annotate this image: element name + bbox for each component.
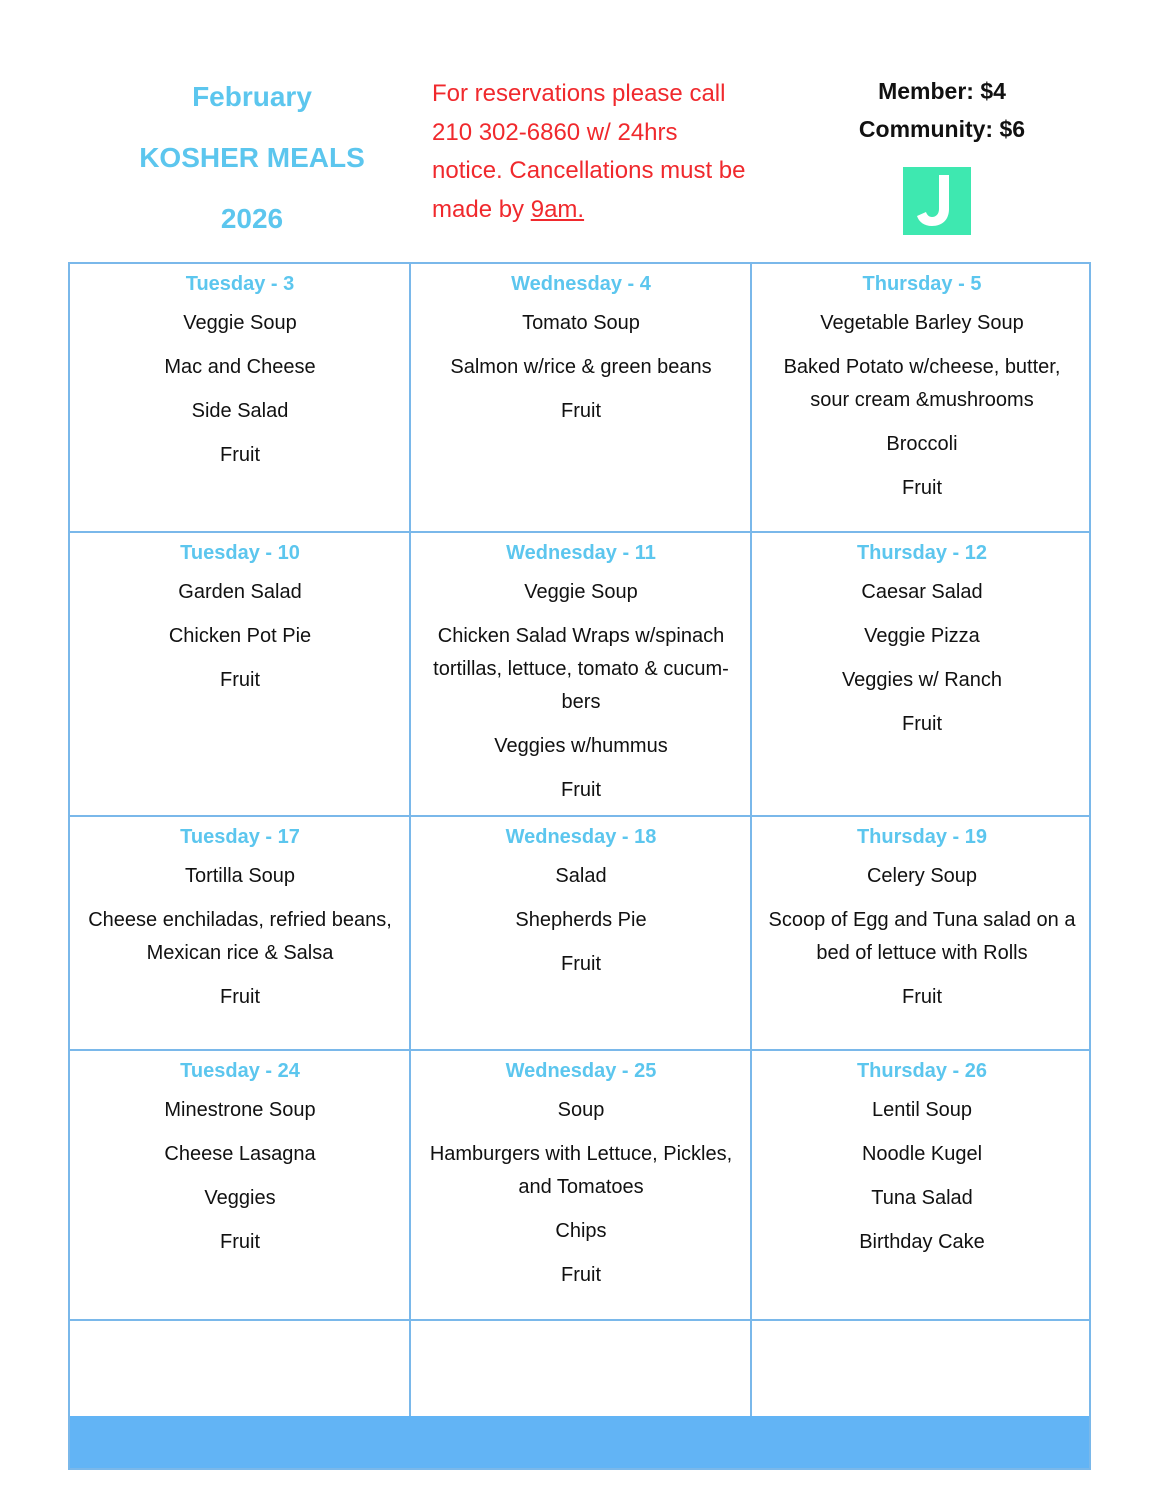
day-cell bbox=[70, 533, 410, 708]
day-heading: Wednesday - 25 bbox=[505, 1060, 657, 1082]
day-cell bbox=[411, 817, 751, 992]
menu-item: Side Salad bbox=[191, 400, 289, 422]
cancellation-deadline: 9am. bbox=[530, 195, 585, 223]
day-cell bbox=[70, 264, 410, 483]
empty-cell bbox=[70, 1321, 410, 1417]
day-heading: Wednesday - 18 bbox=[505, 826, 657, 848]
menu-item: Fruit bbox=[561, 953, 601, 975]
menu-item: Fruit bbox=[902, 713, 942, 735]
day-cell bbox=[70, 1051, 410, 1270]
menu-item: Soup bbox=[557, 1099, 605, 1121]
day-cell bbox=[70, 817, 410, 1025]
day-heading: Tuesday - 24 bbox=[180, 1060, 300, 1082]
menu-item: Shepherds Pie bbox=[515, 909, 647, 931]
menu-item: Tomato Soup bbox=[522, 312, 640, 334]
menu-item: Garden Salad bbox=[178, 581, 302, 603]
menu-item: Celery Soup bbox=[866, 865, 978, 887]
menu-item: Veggies w/ Ranch bbox=[841, 669, 1003, 691]
menu-item: Baked Potato w/cheese, butter, sour cream &mushrooms bbox=[783, 356, 1061, 411]
menu-item: Salmon w/rice & green beans bbox=[450, 356, 712, 378]
menu-calendar-grid bbox=[68, 262, 1091, 1470]
menu-item: Fruit bbox=[220, 1231, 260, 1253]
menu-item: Cheese Lasagna bbox=[164, 1143, 316, 1165]
menu-item: Veggie Soup bbox=[183, 312, 297, 334]
menu-item: Fruit bbox=[561, 1264, 601, 1286]
menu-item: Fruit bbox=[220, 669, 260, 691]
empty-cell bbox=[752, 1321, 1092, 1417]
menu-item: Birthday Cake bbox=[859, 1231, 985, 1253]
menu-title bbox=[112, 72, 392, 255]
j-logo-icon bbox=[903, 167, 971, 235]
menu-item: Chicken Pot Pie bbox=[168, 625, 312, 647]
menu-item: Scoop of Egg and Tuna salad on a bed of lettuce with Rolls bbox=[768, 909, 1076, 964]
menu-item: Chips bbox=[555, 1220, 607, 1242]
empty-cell bbox=[411, 1321, 751, 1417]
menu-item: Salad bbox=[555, 865, 607, 887]
title-month: February bbox=[192, 81, 312, 112]
price-info bbox=[842, 72, 1042, 148]
menu-item: Fruit bbox=[561, 779, 601, 801]
community-price: Community: $6 bbox=[858, 116, 1026, 142]
day-cell bbox=[411, 533, 751, 818]
menu-item: Chicken Salad Wraps w/spinach tortillas, lettuce, tomato & cucum-bers bbox=[433, 625, 729, 713]
menu-item: Broccoli bbox=[886, 433, 958, 455]
jcc-logo bbox=[903, 167, 971, 235]
menu-item: Fruit bbox=[220, 444, 260, 466]
day-heading: Tuesday - 10 bbox=[180, 542, 300, 564]
title-year: 2026 bbox=[220, 203, 284, 234]
day-heading: Thursday - 5 bbox=[862, 273, 982, 295]
day-cell bbox=[752, 817, 1092, 1025]
menu-item: Lentil Soup bbox=[871, 1099, 973, 1121]
menu-item: Veggie Soup bbox=[524, 581, 638, 603]
menu-item: Hamburgers with Lettuce, Pickles, and Tomatoes bbox=[429, 1143, 733, 1198]
menu-item: Noodle Kugel bbox=[861, 1143, 983, 1165]
title-meals: KOSHER MEALS bbox=[139, 142, 365, 173]
notice-line: For reservations please call bbox=[432, 80, 726, 107]
day-cell bbox=[411, 264, 751, 439]
menu-item: Fruit bbox=[561, 400, 601, 422]
day-cell bbox=[752, 264, 1092, 516]
day-cell bbox=[411, 1051, 751, 1303]
reservation-notice bbox=[432, 75, 772, 229]
menu-item: Vegetable Barley Soup bbox=[820, 312, 1024, 334]
day-heading: Thursday - 26 bbox=[856, 1060, 988, 1082]
day-heading: Thursday - 12 bbox=[856, 542, 988, 564]
menu-item: Tortilla Soup bbox=[184, 865, 296, 887]
menu-item: Veggies bbox=[204, 1187, 276, 1209]
menu-item: Fruit bbox=[220, 986, 260, 1008]
day-heading: Tuesday - 3 bbox=[185, 273, 295, 295]
day-heading: Thursday - 19 bbox=[856, 826, 988, 848]
menu-item: Mac and Cheese bbox=[164, 356, 316, 378]
notice-prefix: made by bbox=[432, 195, 531, 223]
menu-item: Minestrone Soup bbox=[164, 1099, 316, 1121]
menu-item: Caesar Salad bbox=[861, 581, 983, 603]
menu-item: Tuna Salad bbox=[871, 1187, 973, 1209]
day-heading: Tuesday - 17 bbox=[180, 826, 300, 848]
notice-line: notice. Cancellations must be bbox=[432, 157, 746, 184]
notice-line: 210 302-6860 w/ 24hrs bbox=[432, 118, 678, 146]
menu-item: Cheese enchiladas, refried beans, Mexican rice & Salsa bbox=[88, 909, 392, 964]
day-heading: Wednesday - 4 bbox=[511, 273, 651, 295]
day-cell bbox=[752, 533, 1092, 752]
member-price: Member: $4 bbox=[878, 78, 1006, 104]
menu-item: Fruit bbox=[902, 477, 942, 499]
notice-line bbox=[432, 191, 772, 230]
day-heading: Wednesday - 11 bbox=[506, 542, 656, 564]
footer-bar bbox=[70, 1416, 1089, 1468]
day-cell bbox=[752, 1051, 1092, 1270]
menu-item: Fruit bbox=[902, 986, 942, 1008]
menu-item: Veggies w/hummus bbox=[494, 735, 668, 757]
menu-item: Veggie Pizza bbox=[864, 625, 980, 647]
